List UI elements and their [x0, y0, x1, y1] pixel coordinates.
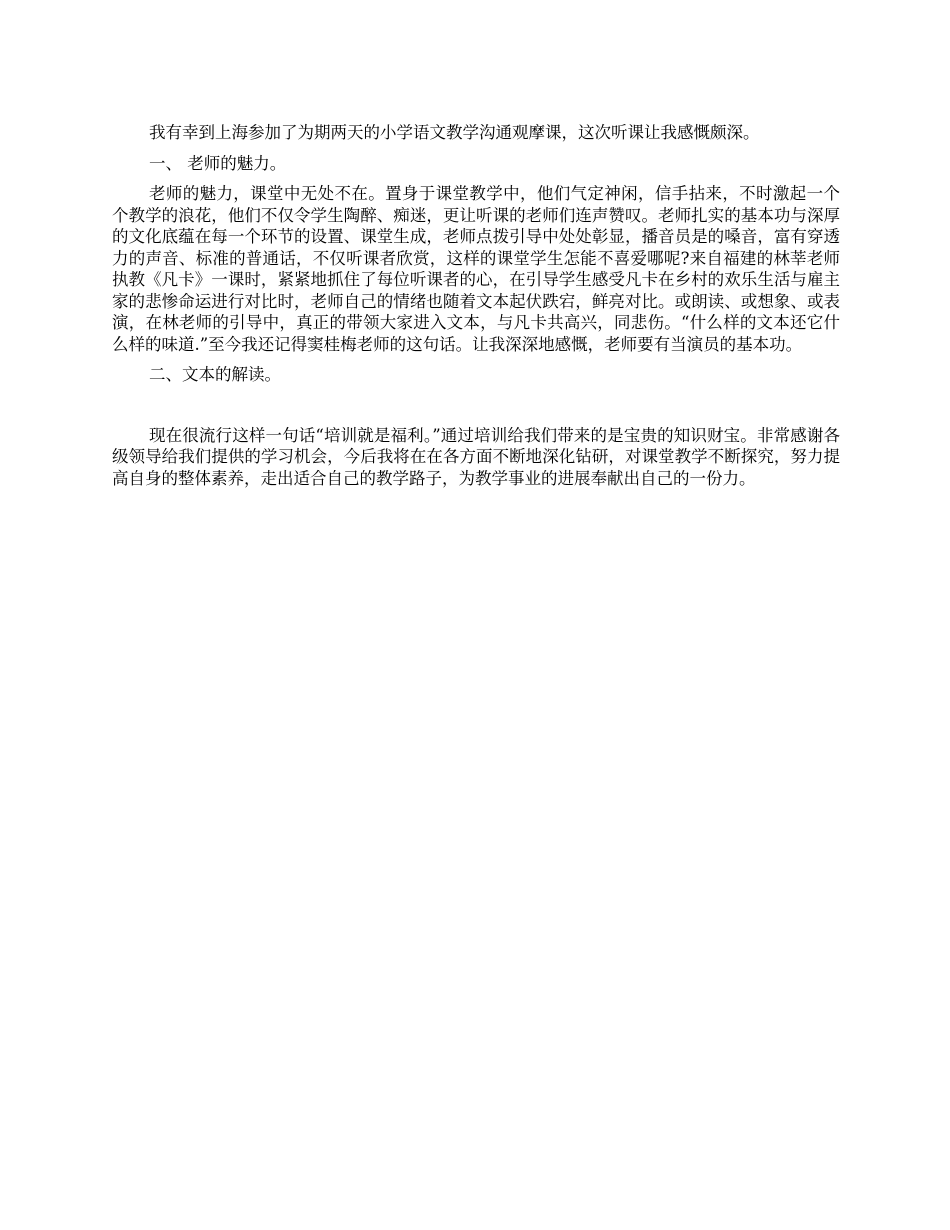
- intro-paragraph: 我有幸到上海参加了为期两天的小学语文教学沟通观摩课，这次听课让我感慨颇深。: [149, 123, 760, 142]
- section-heading-text-reading: 二、文本的解读。: [149, 365, 281, 384]
- document-page: [112, 122, 840, 498]
- section-heading-teacher-charm: 一、 老师的魅力。: [149, 153, 287, 173]
- conclusion-paragraph: 现在很流行这样一句话“培训就是福利。”通过培训给我们带来的是宝贵的知识财宝。非常感谢各级领导给我们提供的学习机会，今后我将在在各方面不断地深化钻研，对课堂教学不断探究，努力提高自身的整体素养，走出适合自己的教学路子，为教学事业的进展奉献出自己的一份力。: [112, 425, 840, 488]
- blank-space: [112, 395, 840, 425]
- section-body-teacher-charm: 老师的魅力，课堂中无处不在。置身于课堂教学中，他们气定神闲，信手拈来，不时激起一个个教学的浪花，他们不仅令学生陶醉、痴迷，更让听课的老师们连声赞叹。老师扎实的基本功与深厚的文化底蕴在每一个环节的设置、课堂生成，老师点拨引导中处处彰显，播音员是的嗓音，富有穿透力的声音、标准的普通话，不仅听课者欣赏，这样的课堂学生怎能不喜爱哪呢?来自福建的林莘老师执教《凡卡》一课时，紧紧地抓住了每位听课者的心，在引导学生感受凡卡在乡村的欢乐生活与雇主家的悲惨命运进行对比时，老师自己的情绪也随着文本起伏跌宕，鲜亮对比。或朗读、或想象、或表演，在林老师的引导中，真正的带领大家进入文本，与凡卡共高兴，同悲伤。“什么样的文本还它什么样的味道.”至今我还记得窦桂梅老师的这句话。让我深深地感慨，老师要有当演员的基本功。: [112, 184, 840, 354]
